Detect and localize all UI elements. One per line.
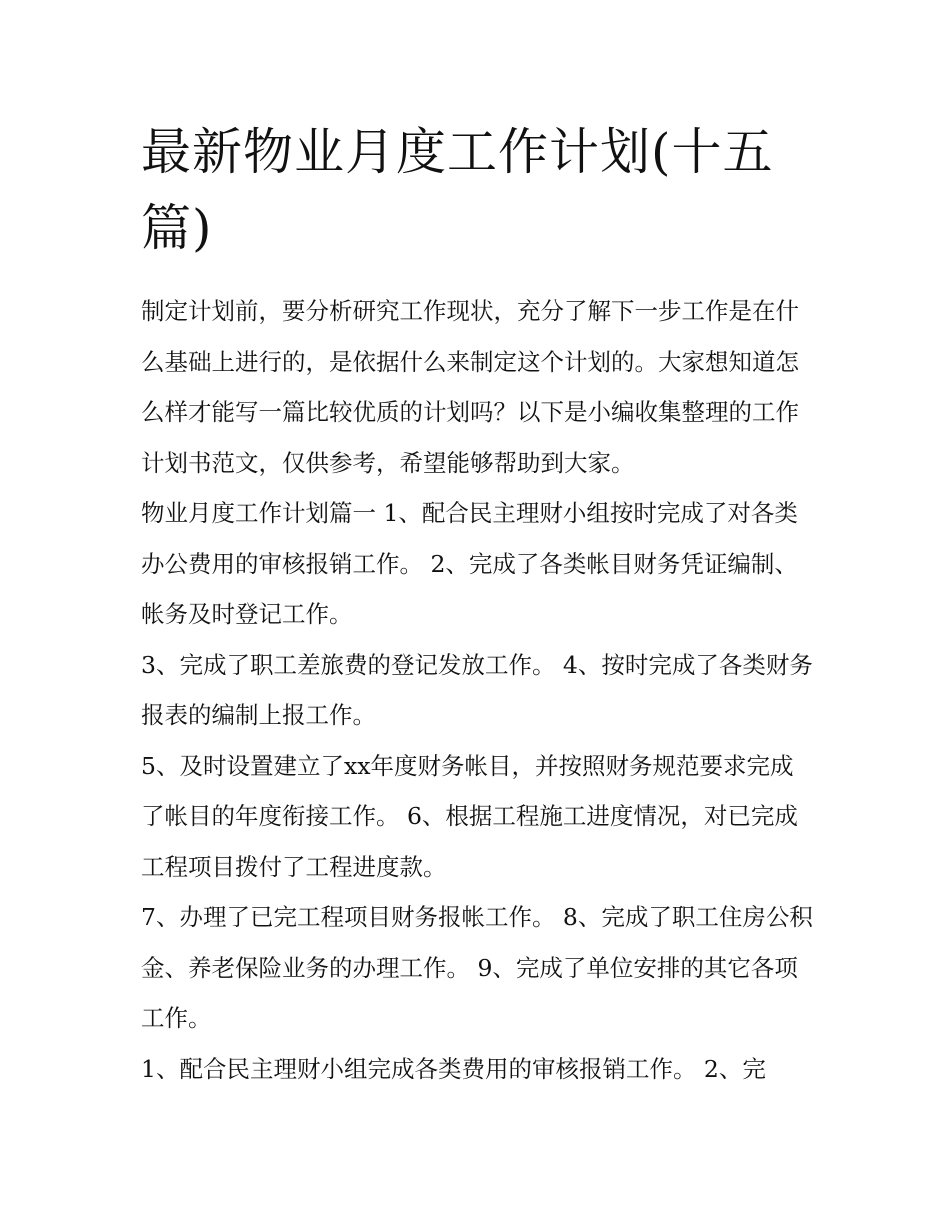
- body-paragraph: 1、配合民主理财小组完成各类费用的审核报销工作。 2、完: [141, 1054, 766, 1083]
- intro-paragraph: 制定计划前，要分析研究工作现状，充分了解下一步工作是在什么基础上进行的，是依据什么来制定这个计划的。大家想知道怎么样才能写一篇比较优质的计划吗？以下是小编收集整理的工作计划书范文，仅供参考，希望能够帮助到大家。: [141, 297, 799, 477]
- body-paragraph: 物业月度工作计划篇一 1、配合民主理财小组按时完成了对各类办公费用的审核报销工作。 2、完成了各类帐目财务凭证编制、帐务及时登记工作。: [141, 499, 798, 628]
- body-paragraph: 5、及时设置建立了xx年度财务帐目，并按照财务规范要求完成了帐目的年度衔接工作。 6、根据工程施工进度情况，对已完成工程项目拨付了工程进度款。: [141, 751, 798, 881]
- document-body: [141, 114, 813, 1094]
- body-paragraph: 3、完成了职工差旅费的登记发放工作。 4、按时完成了各类财务报表的编制上报工作。: [141, 650, 813, 729]
- body-paragraph: 7、办理了已完工程项目财务报帐工作。 8、完成了职工住房公积金、养老保险业务的办理工作。 9、完成了单位安排的其它各项工作。: [141, 903, 813, 1032]
- page-title: 最新物业月度工作计划(十五篇): [141, 123, 774, 257]
